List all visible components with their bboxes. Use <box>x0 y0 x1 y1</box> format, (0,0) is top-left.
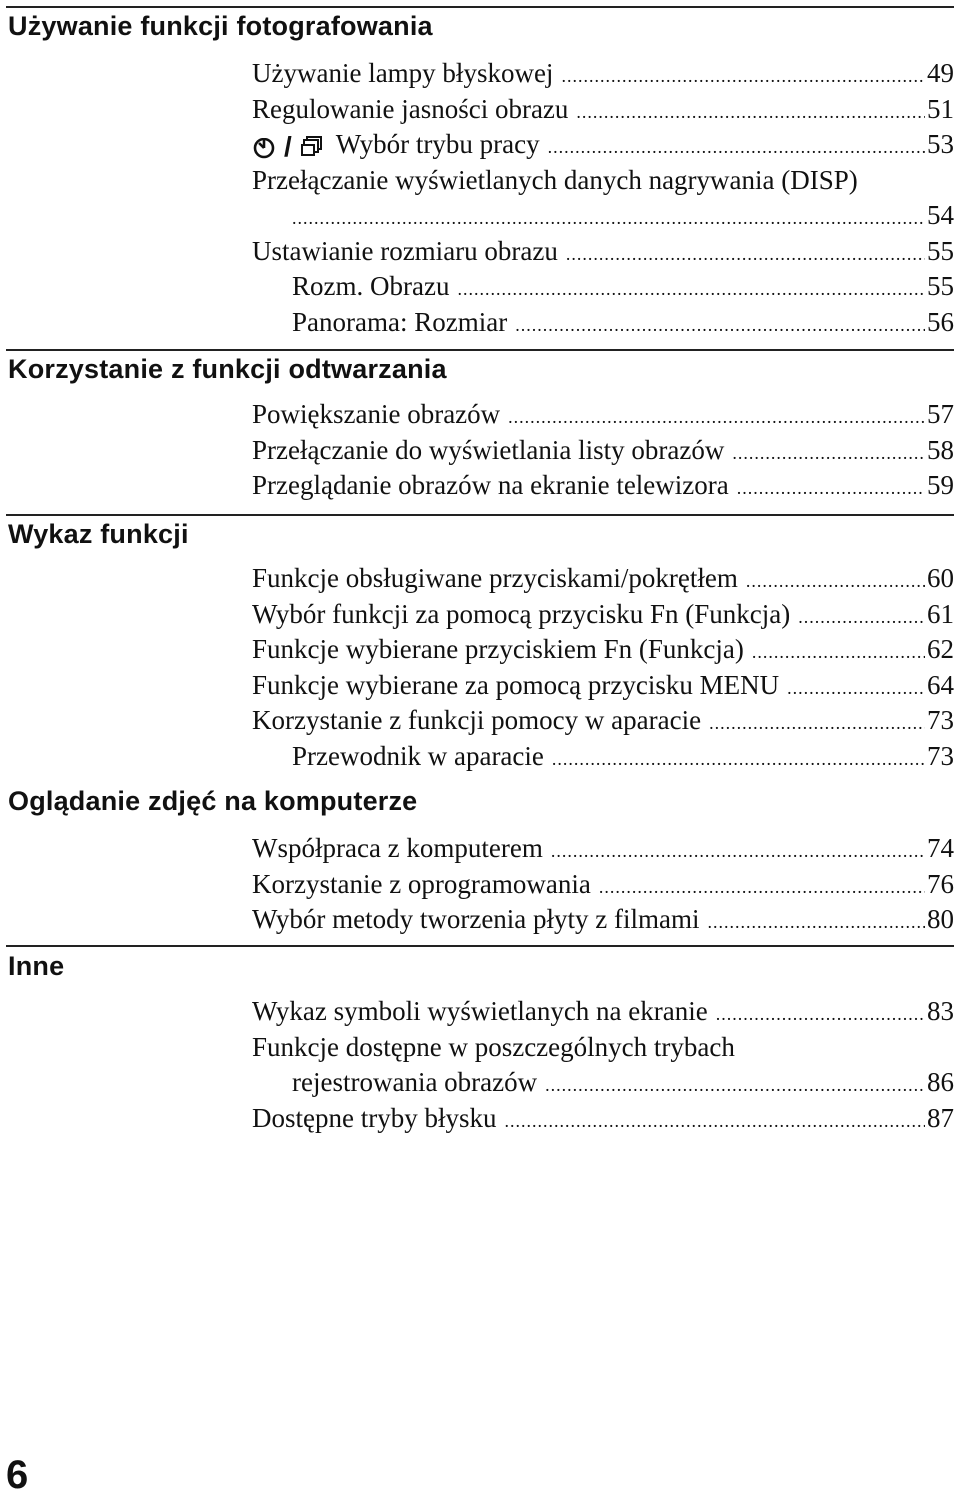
entry-title: Przeglądanie obrazów na ekranie telewizora <box>252 470 729 500</box>
entry-page: 61 <box>927 598 954 629</box>
toc-entry[interactable] <box>252 397 954 433</box>
section-title: Korzystanie z funkcji odtwarzania <box>8 354 447 384</box>
entry-page: 73 <box>927 705 954 735</box>
leader-dots <box>716 997 925 1033</box>
toc-entry[interactable] <box>252 468 954 504</box>
entry-title: Panorama: Rozmiar <box>292 306 508 337</box>
toc-entry[interactable] <box>252 867 954 903</box>
leader-dots <box>551 834 925 870</box>
entry-title: Ustawianie rozmiaru obrazu <box>252 235 558 266</box>
toc-entry[interactable] <box>252 163 954 199</box>
toc-entry[interactable] <box>252 1101 954 1137</box>
leader-dots <box>515 308 925 344</box>
leader-dots <box>504 1104 925 1140</box>
entry-title: Wykaz symboli wyświetlanych na ekranie <box>252 996 708 1026</box>
leader-dots <box>737 471 925 507</box>
leader-dots <box>599 870 925 906</box>
entry-page: 62 <box>927 634 954 664</box>
toc-entry[interactable] <box>252 994 954 1030</box>
drive-mode-icons <box>252 129 324 165</box>
entry-title: Funkcje wybierane przyciskiem Fn (Funkcja) <box>252 634 744 664</box>
entry-page: 55 <box>927 235 954 266</box>
entry-title: rejestrowania obrazów <box>292 1067 538 1097</box>
toc-subentry[interactable] <box>252 739 954 775</box>
entry-page: 64 <box>927 669 954 700</box>
section-title: Wykaz funkcji <box>8 519 189 549</box>
entry-page: 74 <box>927 833 954 863</box>
toc-entry[interactable] <box>252 561 954 597</box>
leader-dots <box>787 671 925 707</box>
entry-page: 49 <box>927 58 954 88</box>
leader-dots <box>545 1068 925 1104</box>
leader-dots <box>708 905 925 941</box>
entry-title: Funkcje wybierane za pomocą przycisku MENU <box>252 669 780 700</box>
toc-entry[interactable] <box>252 1030 954 1066</box>
leader-dots <box>746 564 925 600</box>
section-title: Oglądanie zdjęć na komputerze <box>8 786 418 816</box>
entry-title-text: Wybór trybu pracy <box>335 129 540 159</box>
section-entries <box>252 831 954 938</box>
entry-title: Powiększanie obrazów <box>252 399 501 429</box>
section-entries <box>252 561 954 774</box>
toc-entry[interactable] <box>252 92 954 128</box>
entry-title: Używanie lampy błyskowej <box>252 58 554 88</box>
entry-title: Funkcje obsługiwane przyciskami/pokrętłem <box>252 563 738 593</box>
entry-page: 86 <box>927 1067 954 1097</box>
entry-page: 60 <box>927 563 954 593</box>
section-title: Inne <box>8 951 65 981</box>
section-entries <box>252 397 954 504</box>
entry-page: 58 <box>927 434 954 465</box>
toc-entry[interactable] <box>252 597 954 633</box>
section-entries <box>252 994 954 1136</box>
toc-entry[interactable] <box>252 902 954 938</box>
entry-page: 53 <box>927 129 954 159</box>
leader-dots <box>457 272 925 308</box>
entry-page: 57 <box>927 399 954 429</box>
entry-title: Dostępne tryby błysku <box>252 1102 497 1133</box>
page-number: 6 <box>6 1453 29 1497</box>
section-rule <box>6 514 954 516</box>
entry-title: Regulowanie jasności obrazu <box>252 93 569 124</box>
self-timer-icon <box>252 135 276 159</box>
section-title: Używanie funkcji fotografowania <box>8 11 433 41</box>
section-rule <box>6 6 954 8</box>
section-entries <box>252 56 954 340</box>
leader-dots <box>292 201 925 237</box>
entry-title: Przełączanie do wyświetlania listy obrazów <box>252 434 725 465</box>
leader-dots <box>732 436 925 472</box>
leader-dots <box>576 95 925 131</box>
entry-page: 73 <box>927 740 954 771</box>
entry-title: Współpraca z komputerem <box>252 833 543 863</box>
entry-page: 80 <box>927 904 954 934</box>
entry-title: Korzystanie z funkcji pomocy w aparacie <box>252 705 702 735</box>
toc-entry[interactable] <box>252 56 954 92</box>
entry-title: Rozm. Obrazu <box>292 271 450 301</box>
entry-title: Funkcje dostępne w poszczególnych trybach <box>252 1031 735 1062</box>
toc-entry[interactable] <box>252 234 954 270</box>
leader-dots <box>752 635 925 671</box>
entry-title: Przewodnik w aparacie <box>292 740 544 771</box>
entry-title: Przełączanie wyświetlanych danych nagrywania (DISP) <box>252 164 858 195</box>
entry-page: 56 <box>927 306 954 337</box>
leader-dots <box>709 706 925 742</box>
toc-entry[interactable] <box>252 433 954 469</box>
icon-separator: / <box>284 131 292 163</box>
continuous-shooting-icon <box>300 135 324 159</box>
section-rule <box>6 945 954 947</box>
entry-title: Korzystanie z oprogramowania <box>252 868 591 899</box>
toc-entry[interactable] <box>252 831 954 867</box>
toc-entry[interactable] <box>252 703 954 739</box>
entry-page: 83 <box>927 996 954 1026</box>
leader-dots <box>798 600 925 636</box>
leader-dots <box>561 59 925 95</box>
toc-subentry[interactable] <box>252 269 954 305</box>
toc-subentry[interactable] <box>252 305 954 341</box>
toc-entry-continuation[interactable] <box>252 198 954 234</box>
entry-page: 76 <box>927 868 954 899</box>
leader-dots <box>548 130 925 166</box>
entry-page: 59 <box>927 470 954 500</box>
leader-dots <box>566 237 925 273</box>
leader-dots <box>508 400 925 436</box>
section-rule <box>6 349 954 351</box>
toc-entry-drive-mode[interactable] <box>252 127 954 163</box>
entry-page: 55 <box>927 271 954 301</box>
entry-page: 54 <box>927 200 954 230</box>
toc-entry[interactable] <box>252 668 954 704</box>
leader-dots <box>552 742 925 778</box>
entry-title: Wybór funkcji za pomocą przycisku Fn (Funkcja) <box>252 598 791 629</box>
entry-title-with-icons <box>252 127 548 165</box>
entry-title: Wybór metody tworzenia płyty z filmami <box>252 904 700 934</box>
toc-entry[interactable] <box>252 632 954 668</box>
entry-page: 51 <box>927 93 954 124</box>
entry-page: 87 <box>927 1102 954 1133</box>
toc-entry-continuation[interactable] <box>252 1065 954 1101</box>
